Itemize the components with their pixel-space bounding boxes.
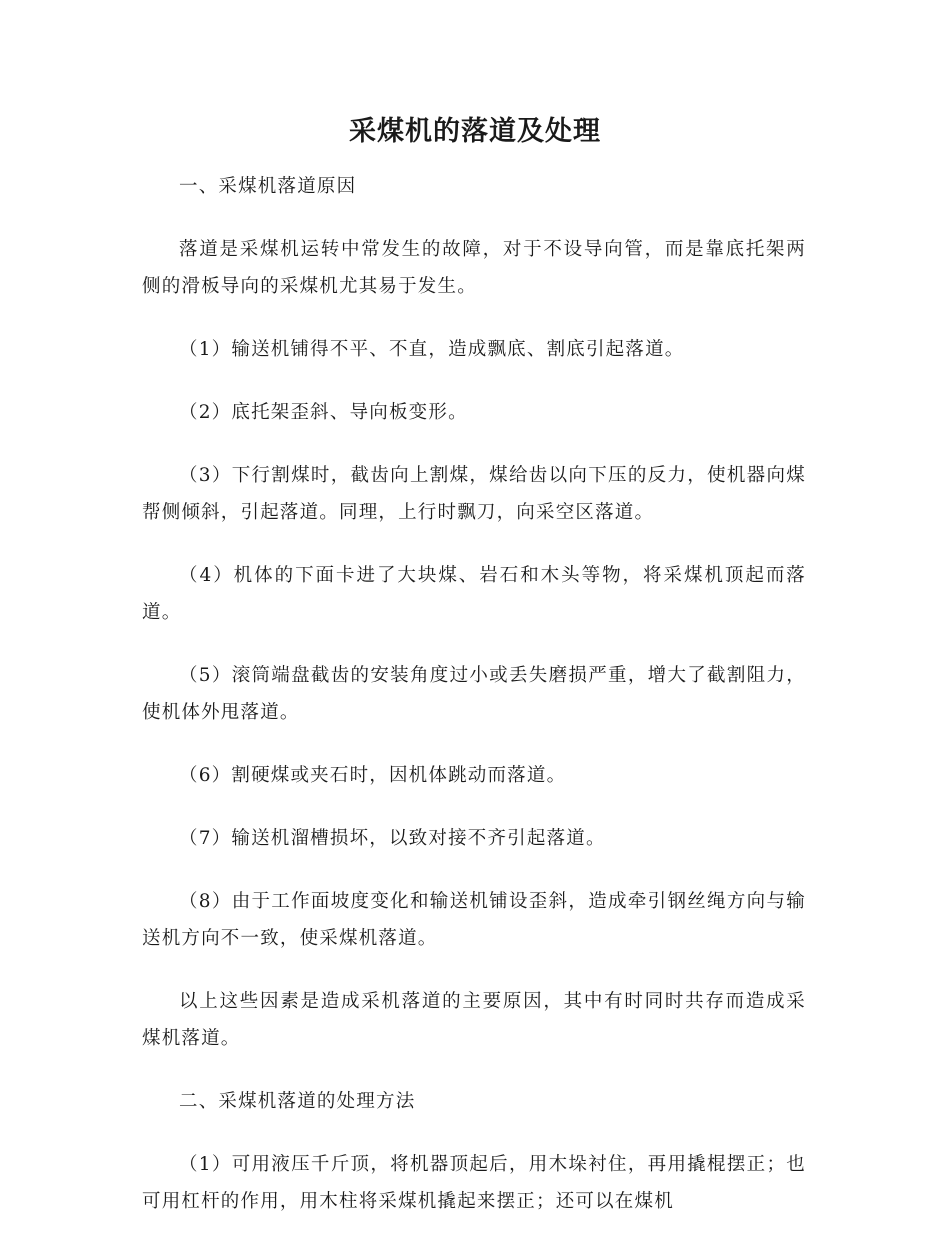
list-item-cause-3: （3）下行割煤时，截齿向上割煤，煤给齿以向下压的反力，使机器向煤帮侧倾斜，引起落道。同理，上行时飘刀，向采空区落道。 <box>142 465 806 523</box>
list-item-cause-8: （8）由于工作面坡度变化和输送机铺设歪斜，造成牵引钢丝绳方向与输送机方向不一致，使采煤机落道。 <box>142 891 806 949</box>
document-body <box>142 168 806 1246</box>
paragraph-summary: 以上这些因素是造成采机落道的主要原因，其中有时同时共存而造成采煤机落道。 <box>142 991 806 1049</box>
list-item-cause-5: （5）滚筒端盘截齿的安装角度过小或丢失磨损严重，增大了截割阻力，使机体外甩落道。 <box>142 665 806 723</box>
document-title: 采煤机的落道及处理 <box>349 116 601 147</box>
list-item-cause-6: （6）割硬煤或夹石时，因机体跳动而落道。 <box>179 765 567 786</box>
list-item-cause-2: （2）底托架歪斜、导向板变形。 <box>179 402 468 423</box>
list-item-cause-1: （1）输送机铺得不平、不直，造成飘底、割底引起落道。 <box>179 339 685 360</box>
paragraph-intro: 落道是采煤机运转中常发生的故障，对于不设导向管，而是靠底托架两侧的滑板导向的采煤机尤其易于发生。 <box>142 239 806 297</box>
section-heading-handling: 二、采煤机落道的处理方法 <box>179 1091 416 1112</box>
list-item-cause-4: （4）机体的下面卡进了大块煤、岩石和木头等物，将采煤机顶起而落道。 <box>142 565 806 623</box>
section-heading-causes: 一、采煤机落道原因 <box>179 176 357 197</box>
list-item-method-1: （1）可用液压千斤顶，将机器顶起后，用木垛衬住，再用撬棍摆正；也可用杠杆的作用，用木柱将采煤机撬起来摆正；还可以在煤机 <box>142 1154 806 1212</box>
list-item-cause-7: （7）输送机溜槽损坏，以致对接不齐引起落道。 <box>179 828 606 849</box>
